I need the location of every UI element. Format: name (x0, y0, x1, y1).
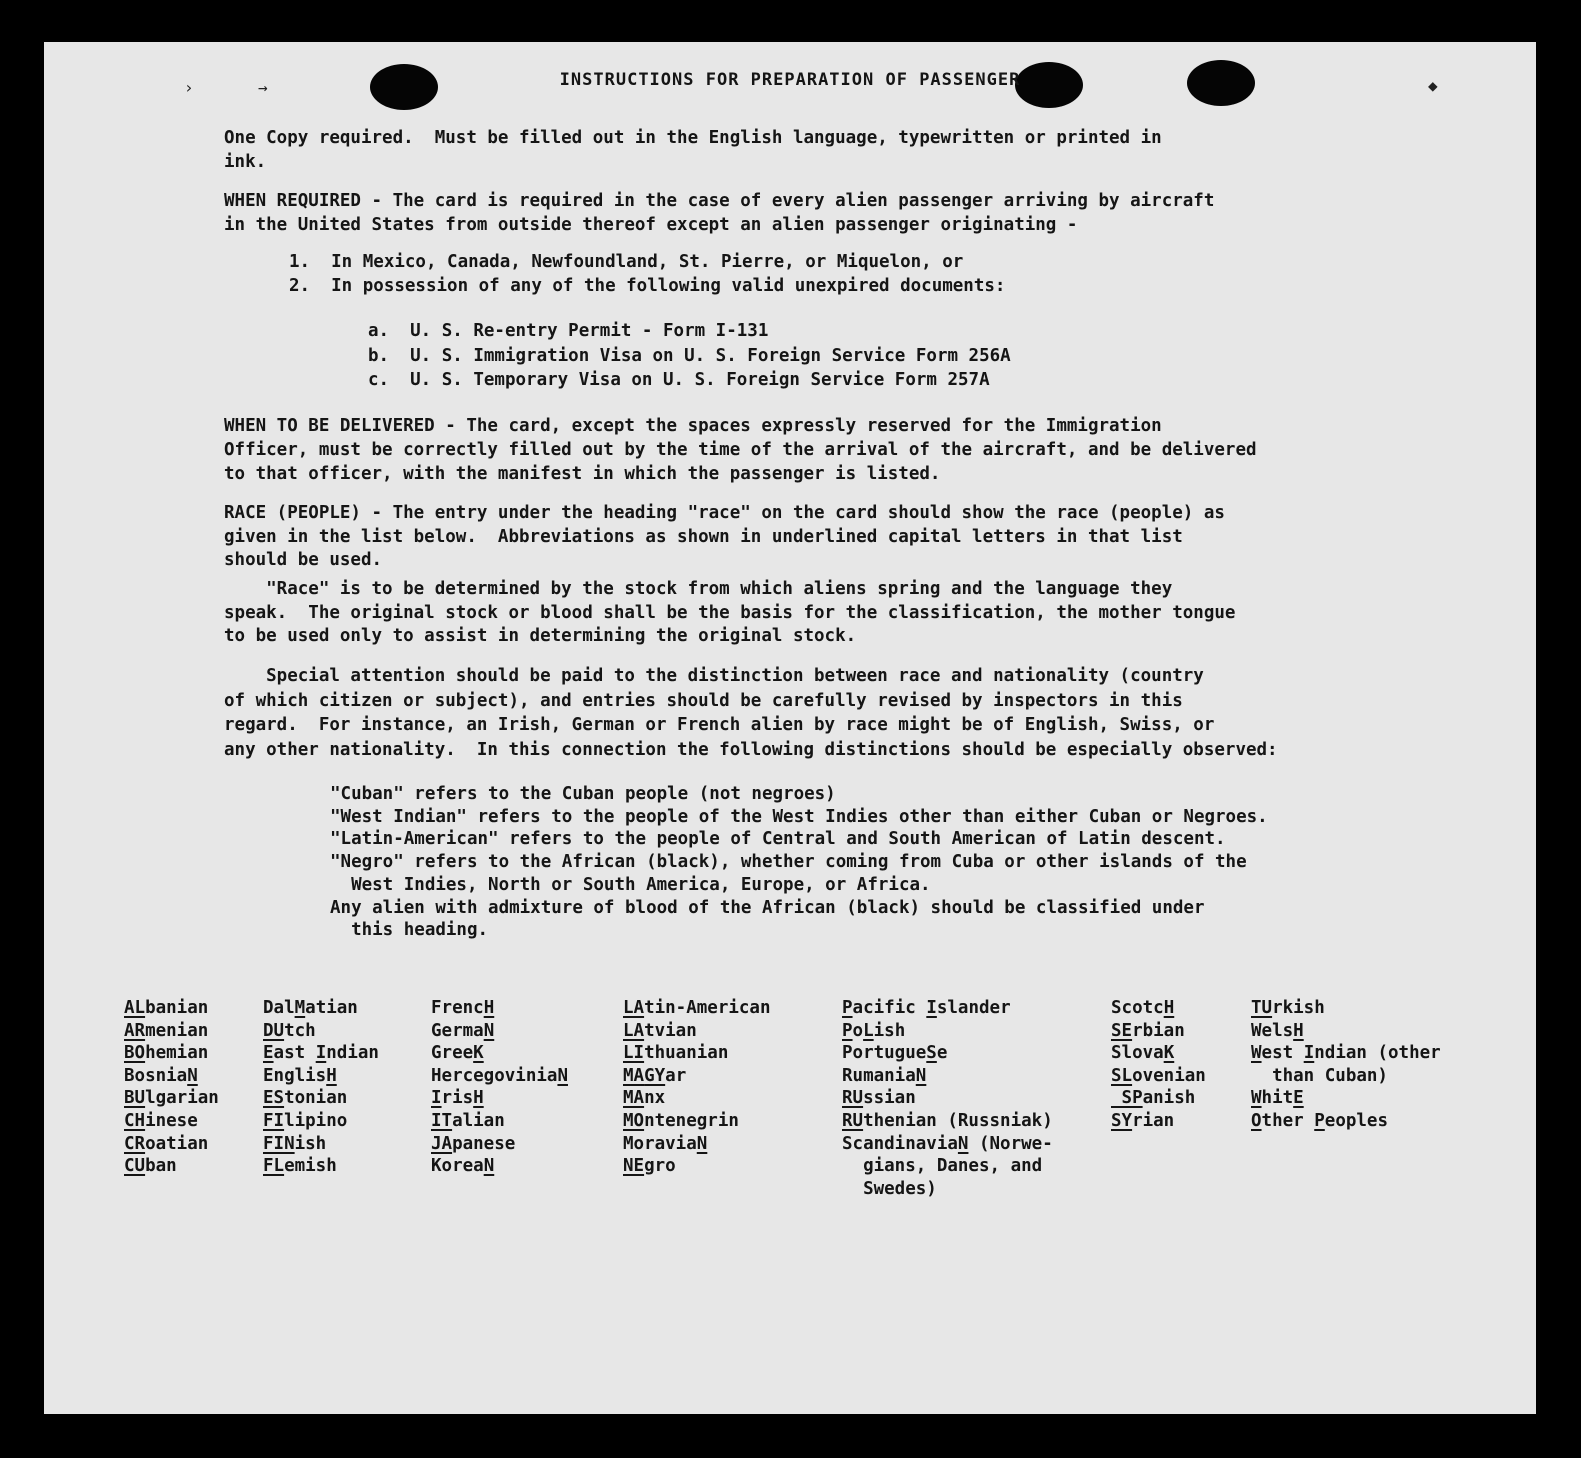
race-paragraph: RACE (PEOPLE) - The entry under the heading "race" on the card should show the race (people) as given in the list below. Abbreviations as shown in underlined capital letters in that list should be used. (224, 503, 1225, 570)
race-list-entry: ITalian (431, 1110, 505, 1131)
document-page (44, 42, 1536, 1414)
punch-mark: → (258, 78, 268, 97)
numbered-conditions: 1. In Mexico, Canada, Newfoundland, St. Pierre, or Miquelon, or 2. In possession of any of the following valid unexpired documents: (289, 252, 1006, 296)
race-list-entry: PortugueSe (842, 1043, 948, 1064)
race-list-entry: SlovaK (1111, 1043, 1175, 1064)
race-list-entry: East Indian (263, 1043, 379, 1064)
race-list-entry: GreeK (431, 1043, 484, 1064)
race-list-entry: CUban (124, 1156, 177, 1177)
race-list-entry: BUlgarian (124, 1088, 219, 1109)
race-definition-paragraph: "Race" is to be determined by the stock from which aliens spring and the language they speak. The original stock or blood shall be the basis for the classification, the mother tongue to be used only to assist in determining the original stock. (224, 579, 1236, 646)
race-list-entry: SPanish (1111, 1088, 1196, 1109)
race-list-entry: SLovenian (1111, 1065, 1206, 1086)
race-list-entry: ScotcH (1111, 998, 1175, 1018)
race-list-entry: RumaniaN (842, 1065, 927, 1086)
race-list-entry: SYrian (1111, 1110, 1175, 1131)
race-list-entry: Pacific Islander (842, 998, 1011, 1018)
race-list-entry: KoreaN (431, 1156, 495, 1177)
race-list-entry: NEgro (623, 1156, 676, 1177)
race-list-column-7 (1251, 997, 1441, 1133)
race-list-entry: LIthuanian (623, 1043, 729, 1064)
race-list-entry: FLemish (263, 1156, 337, 1177)
race-list-entry: MAnx (623, 1088, 666, 1109)
race-list-entry: LAtvian (623, 1020, 697, 1041)
race-list-column-5 (842, 997, 1053, 1200)
race-list-column-1 (124, 997, 219, 1178)
race-list-column-2 (263, 997, 379, 1178)
race-list-entry: ALbanian (124, 998, 209, 1018)
race-list-entry: MAGYar (623, 1065, 687, 1086)
race-list-entry: HercegoviniaN (431, 1065, 568, 1086)
document-title: INSTRUCTIONS FOR PREPARATION OF PASSENGER (559, 70, 1021, 90)
race-list-entry: RUssian (842, 1088, 916, 1109)
race-list-entry: CHinese (124, 1110, 198, 1131)
race-list-entry: Other Peoples (1251, 1110, 1388, 1131)
race-list-entry: TUrkish (1251, 998, 1325, 1018)
race-list-entry: WelsH (1251, 1020, 1304, 1041)
race-list-entry: GermaN (431, 1020, 495, 1041)
race-list-entry: DUtch (263, 1020, 316, 1041)
race-list-entry: Swedes) (842, 1178, 937, 1199)
race-list-entry: MOntenegrin (623, 1110, 739, 1131)
race-list-entry: gians, Danes, and (842, 1156, 1043, 1177)
race-list-entry: SErbian (1111, 1020, 1185, 1041)
race-list-entry: JApanese (431, 1133, 516, 1154)
race-list-entry: RUthenian (Russniak) (842, 1110, 1053, 1131)
race-list-entry: PoLish (842, 1020, 906, 1041)
special-attention-paragraph: Special attention should be paid to the distinction between race and nationality (country of which citizen or subject), and entries should be carefully revised by inspectors in this regard. For instance, an Irish, German or French alien by race might be of English, Swiss, or any other nationality. In this connection the following distinctions should be especially observed: (224, 666, 1278, 760)
when-required-paragraph: WHEN REQUIRED - The card is required in the case of every alien passenger arriving by aircraft in the United States from outside thereof except an alien passenger originating - (224, 191, 1215, 235)
race-list-entry: IrisH (431, 1088, 484, 1109)
race-list-entry: EStonian (263, 1088, 348, 1109)
race-list-entry: WhitE (1251, 1088, 1304, 1109)
race-list-entry: LAtin-American (623, 998, 771, 1018)
distinctions-list: "Cuban" refers to the Cuban people (not negroes) "West Indian" refers to the people of the West Indies other than either Cuban or Negroes. "Latin-American" refers to the people of Central and South American of Latin descent. "Negro" refers to the African (black), whether coming from Cuba or other islands of the West Indies, North or South America, Europe, or Africa. Any alien with admixture of blood of the African (black) should be classified under this heading. (330, 784, 1268, 941)
race-list-entry: FrencH (431, 998, 495, 1018)
intro-paragraph: One Copy required. Must be filled out in the English language, typewritten or printed in ink. (224, 128, 1162, 172)
race-list-entry: ScandinaviaN (Norwe- (842, 1133, 1053, 1154)
race-list-entry: BosniaN (124, 1065, 198, 1086)
race-list-column-6 (1111, 997, 1206, 1133)
race-list-entry: BOhemian (124, 1043, 209, 1064)
race-list-column-4 (623, 997, 771, 1178)
race-list-entry: than Cuban) (1251, 1065, 1388, 1086)
race-list-entry: ARmenian (124, 1020, 209, 1041)
document-types-list: a. U. S. Re-entry Permit - Form I-131 b. U. S. Immigration Visa on U. S. Foreign Service Form 256A c. U. S. Temporary Visa on U. S. Foreign Service Form 257A (368, 321, 1011, 390)
race-list-entry: FIlipino (263, 1110, 348, 1131)
race-list-entry: DalMatian (263, 998, 358, 1018)
race-list-entry: West Indian (other (1251, 1043, 1441, 1064)
race-list-entry: EnglisH (263, 1065, 337, 1086)
race-list-entry: CRoatian (124, 1133, 209, 1154)
punch-mark: ◆ (1428, 76, 1438, 95)
race-list-entry: MoraviaN (623, 1133, 708, 1154)
punch-mark: › (184, 78, 194, 97)
when-delivered-paragraph: WHEN TO BE DELIVERED - The card, except the spaces expressly reserved for the Immigration Officer, must be correctly filled out by the time of the arrival of the aircraft, and be delivered to that officer, with the manifest in which the passenger is listed. (224, 416, 1257, 484)
race-list-column-3 (431, 997, 568, 1178)
race-list-entry: FINish (263, 1133, 327, 1154)
